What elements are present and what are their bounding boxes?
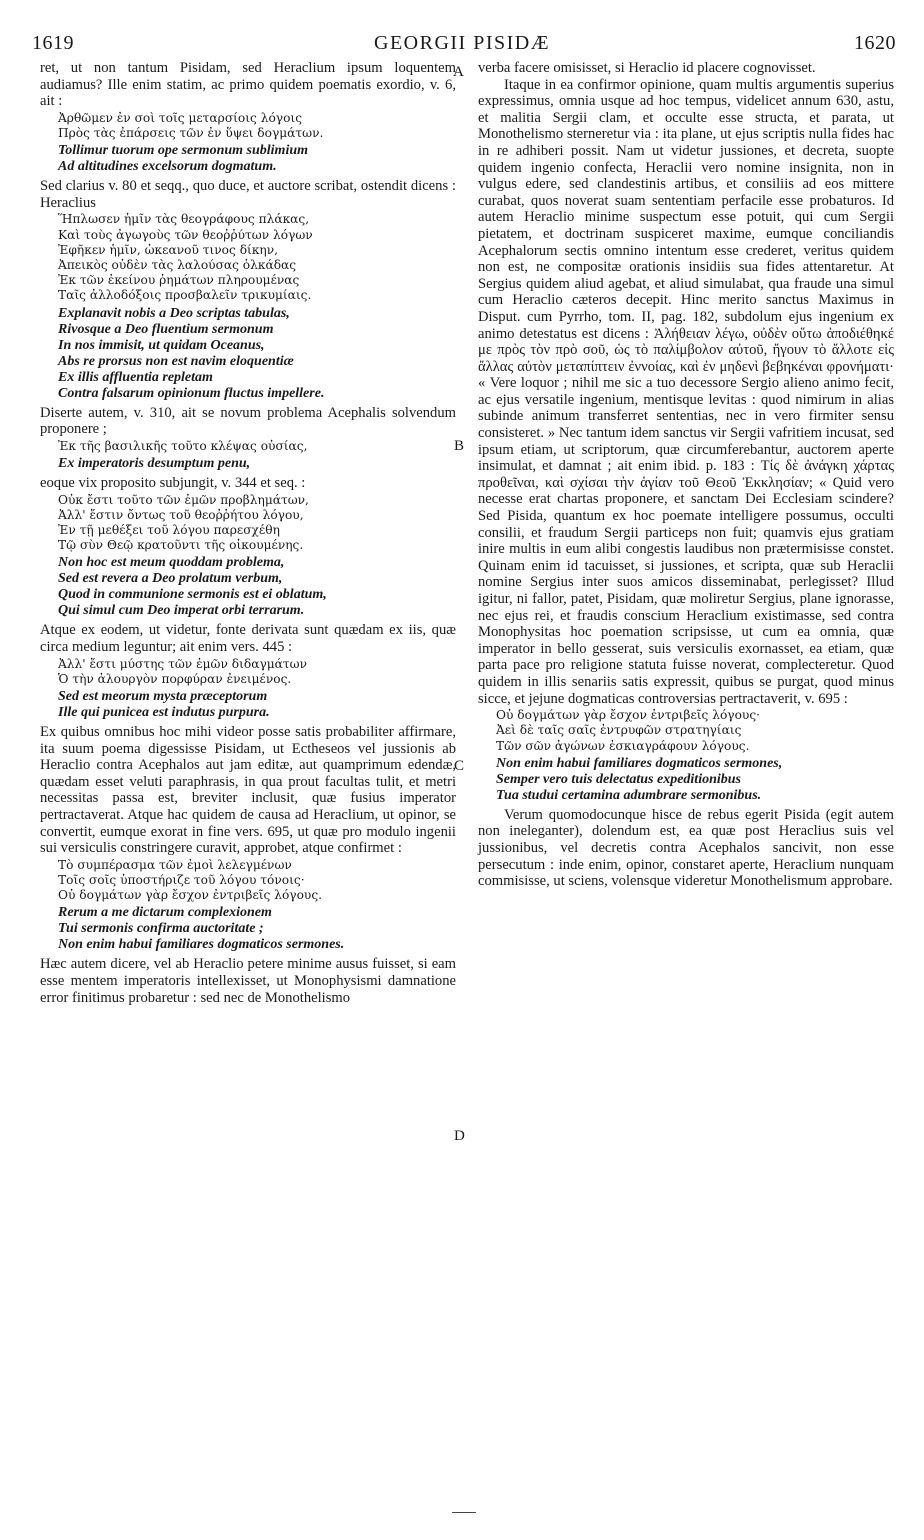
verse-line: Explanavit nobis a Deo scriptas tabulas, — [58, 305, 290, 321]
verse-line: In nos immisit, ut quidam Oceanus, — [58, 337, 265, 353]
page-number-left: 1619 — [32, 32, 74, 54]
verse-line: Tua studui certamina adumbrare sermonibus. — [496, 787, 762, 803]
verse-line: Ἐκ τῶν ἐκείνου ῥημάτων πληρουμένας — [58, 273, 300, 288]
margin-marker-b: B — [454, 438, 465, 454]
verse-line: Καὶ τοὺς ἀγωγοὺς τῶν θεοῤῥύτων λόγων — [58, 227, 313, 242]
verse-line: Sed est revera a Deo prolatum verbum, — [58, 571, 283, 587]
verse-line: Ταῖς ἀλλοδόξοις προσβαλεῖν τρικυμίαις. — [58, 288, 312, 303]
verse-line: Ἐκ τῆς βασιλικῆς τοῦτο κλέψας οὐσίας, — [58, 438, 308, 453]
verse-line: Qui simul cum Deo imperat orbi terrarum. — [58, 603, 305, 619]
verse-line: Ὁ τὴν ἀλουργὸν πορφύραν ἐνειμένος. — [58, 671, 292, 686]
verse-line: Sed est meorum mysta præceptorum — [58, 688, 268, 704]
verse-line: Ex illis affluentia repletam — [58, 369, 213, 385]
verse-line: Tollimur tuorum ope sermonum sublimium — [58, 143, 309, 159]
margin-marker-d: D — [454, 1128, 465, 1144]
verse-line: Contra falsarum opinionum fluctus impellere. — [58, 385, 325, 401]
verse-line: Rerum a me dictarum complexionem — [58, 905, 272, 921]
verse-line: Τῶν σῶν ἀγώνων ἐσκιαγράφουν λόγους. — [496, 738, 750, 753]
left-column — [40, 60, 456, 1006]
verse-line: Οὐ δογμάτων γὰρ ἔσχον ἐντριβεῖς λόγους· — [496, 708, 761, 723]
footer-rule — [452, 1512, 476, 1513]
margin-marker-a: A — [453, 64, 464, 80]
verse-line: Abs re prorsus non est navim eloquentiæ — [58, 353, 294, 369]
greek-verse — [478, 708, 894, 754]
paragraph: Hæc autem dicere, vel ab Heraclio petere minime ausus fuisset, si eam esse mentem imperatoris intellexisset, ut Monophysismi damnatione error finitimus probaretur : sed nec de Monothelismo — [40, 956, 456, 1006]
verse-line: Non hoc est meum quoddam problema, — [58, 555, 285, 571]
verse-line: Quod in communione sermonis est ei oblatum, — [58, 587, 327, 603]
latin-translation — [40, 689, 456, 721]
greek-verse — [40, 439, 456, 454]
page-number-right: 1620 — [854, 32, 896, 54]
verse-line: Ille qui puniceа est indutus purpura. — [58, 704, 270, 720]
paragraph: Atque ex eodem, ut videtur, fonte derivata sunt quædam ex iis, quæ circa medium leguntur; ait enim vers. 445 : — [40, 622, 456, 655]
greek-verse — [40, 657, 456, 687]
paragraph: eoque vix proposito subjungit, v. 344 et seq. : — [40, 474, 306, 491]
verse-line: Ἀεὶ δὲ ταῖς σαῖς ἐντρυφῶν στρατηγίαις — [496, 723, 742, 738]
paragraph: Verum quomodocunque hisce de rebus egerit Pisida (egit autem non ineleganter), dolendum est, ea quæ post Heraclius suis vel jussionibus, vel decretis contra Acephalos sancivit, non esse persecutum : inde enim, opinor, constaret aperte, Heraclium nunquam commisisse, ut sciens, volensque videretur Monothelismum approbare. — [478, 806, 894, 890]
verse-line: Ἥπλωσεν ἡμῖν τὰς θεογράφους πλάκας, — [58, 212, 310, 227]
page-header — [22, 32, 902, 58]
greek-verse — [40, 493, 456, 554]
paragraph: Diserte autem, v. 310, ait se novum problema Acephalis solvendum proponere ; — [40, 404, 456, 438]
latin-translation — [478, 756, 894, 804]
paragraph: Itaque in ea confirmor opinione, quam multis argumentis superius expressimus, omnia usque ad hoc tempus, videlicet annum 630, astu, et malitia Sergii clam, et occulte esse structa, et parata, ut Monothelismo sterneretur via : ita plane, ut ejus scriptis nulla fides hac in re adhiberi possit. Nam ut videtur jussiones, et decreta, suopte quidem ingenio confecta, Heraclii vero nomine insignita, non in vulgus edere, sed clandestinis artibus, et consiliis ad eos mittere curabat, quos noverat suam sententiam perfacile esse probaturos. Id autem Heraclio minime suspectum esse potuit, qui cum Sergii pietatem, et doctrinam suspiceret maxime, eumque conciliandis Acephalorum sectis omnino intentum esse crederet, veritus quidem non est, ne compositæ orationis insidiis sua fides attentaretur. At Sergius quidem aliud agebat, et aliud simulabat, qua fraude una simul cum Heraclio cæteros decepit. Hinc merito sanctus Maximus in Disput. cum Pyrrho, tom. II, pag. 182, subdolum ejus ingenium ex animo detestatus est dicens : Ἀλήθειαν λέγω, οὐδὲν οὕτω ἀποδιέθηκέ με πρὸς τὸν πρὸ σοῦ, ὡς τὸ παλίμβολον αὐτοῦ, ἤγουν τὸ ἄλλοτε εἰς ἄλλας αὐτὸν μεταπίπτειν ἐννοίας, καὶ ἐν μηδενὶ βεβηκέναι φρονήματι· « Vere loquor ; nihil me sic a tuo decessore Sergio alieno animo fecit, ac ejus versatile ingenium, mentisque levitas : quod nimirum in alias subinde animum transferret sententias, nec in vero firmiter sensu consisteret. » Nec tantum idem sanctus vir Sergii vafritiem incusat, sed ipsum etiam, ut scriptorum, quæ circumferebantur, auctorem aperte insimulat, et damnat ; ait enim ibid. p. 183 : Τίς δὲ ἀνάγκη χάρτας προθεῖναι, καὶ σχίσαι τὴν ἁγίαν τοῦ Θεοῦ Ἐκκλησίαν; « Quid vero necesse erat chartas proponere, et sanctam Dei Ecclesiam scindere? Sed Pisida, quantum ex hoc poemate intelligere possumus, occulti consilii, et fraudum Sergii particeps non fuit; quamvis ejus gratiam inire multis in eum alibi congestis laudibus non prætermisisse constet. Quinam enim id tacuisset, si jussiones, et scripta, quæ sub Heraclii nomine Sergius inter suos amicos disseminabat, perlegisset? Illud igitur, ni fallor, patet, Pisidam, quæ moliretur Sergius, plane ignorasse, nec ejus rei, et fraudis conscium Heraclium existimasse, sed contra Monophysitas hoc poemation scripsisse, ut cum ea omnia, quæ imperator in bello gesserat, suis versiculis exornasset, ea etiam, quæ parta pace pro religione statuta fuisse noverat, complecteretur. Quod quidem in illis senariis satis expressit, quibus se purgat, quod minus sicce, et jejune dogmaticas controversias pertractaverit, v. 695 : — [478, 76, 894, 707]
greek-verse — [40, 212, 456, 303]
verse-line: Non enim habui familiares dogmaticos sermones. — [58, 937, 345, 953]
verse-line: Non enim habui familiares dogmaticos sermones, — [496, 755, 783, 771]
latin-translation — [40, 456, 456, 472]
verse-line: Τῷ σὺν Θεῷ κρατοῦντι τῆς οἰκουμένης. — [58, 538, 304, 553]
verse-line: Ἐν τῇ μεθέξει τοῦ λόγου παρεσχέθη — [58, 522, 280, 537]
verse-line: Ἀπεικὸς οὐδὲν τὰς λαλούσας ὁλκάδας — [58, 257, 297, 272]
verse-line: Οὐκ ἔστι τοῦτο τῶν ἐμῶν προβλημάτων, — [58, 492, 309, 507]
verse-line: Ἀρθῶμεν ἐν σοὶ τοῖς μεταρσίοις λόγοις — [58, 110, 303, 125]
paragraph: Ex quibus omnibus hoc mihi videor posse satis probabiliter affirmare, ita suum poema digessisse Pisidam, ut Ectheseos vel jussionis ab Heraclio contra Acephalos aut jam editæ, aut quamprimum edendæ, quædam esset veluti paraphrasis, in qua prout facultas tulit, et metri necessitas passa est, breviter inclusit, quæ fusius imperator pertractaverat. Atque hac quidem de causa ad Heraclium, ut opinor, se convertit, eumque exorat in fine vers. 695, ut quæ pro modulo ingenii sui versiculis constringere curavit, approbet, atque confirmet : — [40, 723, 456, 857]
verse-line: Ἀλλ' ἔστιν ὄντως τοῦ θεοῤῥήτου λόγου, — [58, 507, 304, 522]
verse-line: Ἀλλ' ἔστι μύστης τῶν ἐμῶν διδαγμάτων — [58, 656, 307, 671]
latin-translation — [40, 905, 456, 953]
verse-line: Rivosque a Deo fluentium sermonum — [58, 321, 274, 337]
verse-line: Τὸ συμπέρασμα τῶν ἐμοὶ λελεγμένων — [58, 857, 292, 872]
latin-translation — [40, 555, 456, 619]
verse-line: Οὐ δογμάτων γὰρ ἔσχον ἐντριβεῖς λόγους. — [58, 888, 323, 903]
verse-line: Tui sermonis confirma auctoritate ; — [58, 921, 264, 937]
verse-line: Semper vero tuis delectatus expeditionibus — [496, 771, 741, 787]
running-title: GEORGII PISIDÆ — [374, 32, 550, 54]
latin-translation — [40, 306, 456, 402]
margin-marker-c: C — [454, 758, 465, 774]
verse-line: Ex imperatoris desumptum penu, — [58, 455, 251, 471]
greek-verse — [40, 111, 456, 141]
verse-line: Ad altitudines excelsorum dogmatum. — [58, 159, 277, 175]
verse-line: Τοῖς σοῖς ὑποστήριζε τοῦ λόγου τόνοις· — [58, 872, 305, 887]
latin-translation — [40, 143, 456, 175]
greek-verse — [40, 858, 456, 904]
paragraph: verba facere omisisset, si Heraclio id placere cognovisset. — [478, 60, 816, 76]
verse-line: Πρὸς τὰς ἐπάρσεις τῶν ἐν ὕψει δογμάτων. — [58, 125, 324, 140]
paragraph: ret, ut non tantum Pisidam, sed Heraclium ipsum loquentem audiamus? Ille enim statim, ac primo quidem poematis exordio, v. 6, ait : — [40, 60, 456, 110]
paragraph: Sed clarius v. 80 et seqq., quo duce, et auctore scribat, ostendit dicens : Heraclius — [40, 178, 456, 211]
right-column — [478, 60, 894, 890]
verse-line: Ἐφῆκεν ἡμῖν, ὠκεανοῦ τινος δίκην, — [58, 242, 279, 257]
